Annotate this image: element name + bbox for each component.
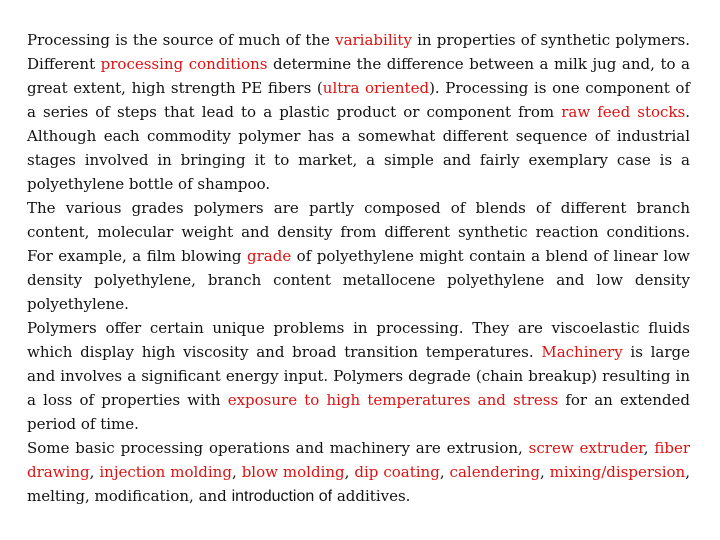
paragraph-2 <box>27 196 690 316</box>
text-block <box>27 28 690 509</box>
highlighted-term: screw extruder <box>528 439 644 457</box>
text-segment: Some basic processing operations and machinery are extrusion, <box>27 439 529 457</box>
text-segment: , melting, modification, and <box>27 463 690 505</box>
text-segment: , <box>344 463 355 481</box>
highlighted-term: blow molding <box>241 463 345 481</box>
highlighted-term: calendering <box>449 463 540 481</box>
text-segment: The various grades polymers are partly composed of blends of different branch content, molecular weight and density from different synthetic reaction conditions. For example, a film blowing <box>27 199 690 265</box>
text-segment: of polyethylene might contain a blend of linear low density polyethylene, branch content metallocene polyethylene and low density polyethylene. <box>27 247 690 313</box>
highlighted-term: mixing/dispersion <box>549 463 686 481</box>
highlighted-term: variability <box>335 31 412 49</box>
text-segment: , <box>539 463 550 481</box>
paragraph-1 <box>27 28 690 196</box>
text-segment: for an extended period of time. <box>27 391 690 433</box>
highlighted-term: injection molding <box>99 463 232 481</box>
paragraph-4 <box>27 436 690 509</box>
text-segment: , <box>89 463 100 481</box>
highlighted-term: grade <box>247 247 292 265</box>
highlighted-term: dip coating <box>354 463 440 481</box>
text-segment: is large and involves a significant energy input. Polymers degrade (chain breakup) resulting in a loss of properties with <box>27 343 691 409</box>
text-segment: Polymers offer certain unique problems in processing. They are viscoelastic fluids which display high viscosity and broad transition temperatures. <box>27 319 690 361</box>
text-segment: additives. <box>332 487 411 505</box>
text-segment: , <box>439 463 450 481</box>
highlighted-term: exposure to high temperatures and stress <box>227 391 559 409</box>
text-segment: , <box>231 463 242 481</box>
highlighted-term: Machinery <box>541 343 623 361</box>
text-segment: introduction of <box>231 488 333 505</box>
paragraph-3 <box>27 316 690 436</box>
highlighted-term: fiber drawing <box>27 439 691 481</box>
text-segment: . Although each commodity polymer has a somewhat different sequence of industrial stages involved in bringing it to market, a simple and fairly exemplary case is a polyethylene bottle of shampoo. <box>27 103 690 193</box>
text-segment: determine the difference between a milk jug and, to a great extent, high strength PE fibers ( <box>27 55 690 97</box>
highlighted-term: raw feed stocks <box>561 103 686 121</box>
highlighted-term: processing conditions <box>100 55 268 73</box>
text-segment: in properties of synthetic polymers. Different <box>27 31 691 73</box>
text-segment: ). Processing is one component of a series of steps that lead to a plastic product or component from <box>27 79 691 121</box>
text-segment: , <box>643 439 655 457</box>
highlighted-term: ultra oriented <box>322 79 430 97</box>
text-segment: Processing is the source of much of the <box>27 31 336 49</box>
